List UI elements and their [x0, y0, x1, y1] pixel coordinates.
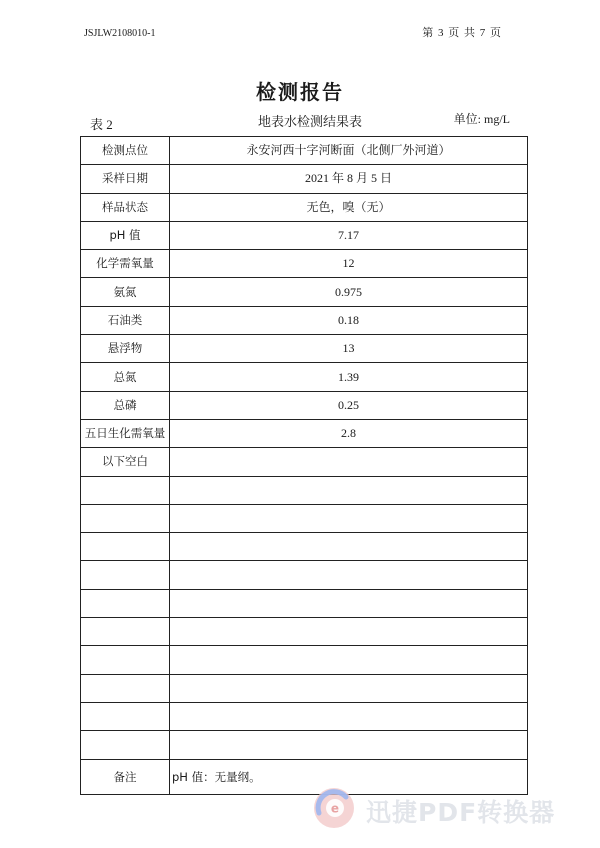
- empty-cell: [170, 504, 528, 532]
- empty-cell: [170, 702, 528, 730]
- empty-cell: [81, 702, 170, 730]
- table-row: [81, 137, 528, 165]
- row-value: 无色，嗅（无）: [170, 193, 528, 221]
- row-label: 样品状态: [81, 193, 170, 221]
- row-label: 石油类: [81, 306, 170, 334]
- table-row: [81, 363, 528, 391]
- row-label: 总磷: [81, 391, 170, 419]
- empty-cell: [170, 674, 528, 702]
- note-value: pH 值：无量纲。: [170, 759, 528, 794]
- row-value: 0.975: [170, 278, 528, 306]
- row-label: 检测点位: [81, 137, 170, 165]
- table-row: [81, 250, 528, 278]
- row-label: pH 值: [81, 221, 170, 249]
- empty-cell: [170, 533, 528, 561]
- pdf-logo-icon: [312, 786, 356, 830]
- empty-cell: [81, 561, 170, 589]
- row-value: 12: [170, 250, 528, 278]
- table-row: [81, 165, 528, 193]
- unit-label: 单位: mg/L: [453, 112, 510, 126]
- empty-cell: [81, 731, 170, 759]
- table-row: [81, 391, 528, 419]
- empty-cell: [170, 731, 528, 759]
- row-value: 0.25: [170, 391, 528, 419]
- empty-cell: [170, 561, 528, 589]
- empty-row: [81, 618, 528, 646]
- empty-cell: [170, 618, 528, 646]
- table-number: 表 2: [90, 117, 113, 132]
- row-label: 采样日期: [81, 165, 170, 193]
- empty-cell: [81, 589, 170, 617]
- watermark: [312, 786, 592, 832]
- row-value: 永安河西十字河断面（北侧厂外河道）: [170, 137, 528, 165]
- table-row: [81, 278, 528, 306]
- empty-cell: [170, 646, 528, 674]
- report-title: 检测报告: [256, 80, 344, 104]
- table-row: [81, 419, 528, 447]
- row-value: 2.8: [170, 419, 528, 447]
- empty-row: [81, 646, 528, 674]
- empty-cell: [81, 674, 170, 702]
- empty-cell: [81, 618, 170, 646]
- empty-row: [81, 674, 528, 702]
- empty-cell: [81, 504, 170, 532]
- table-title: 地表水检测结果表: [257, 114, 362, 129]
- table-row: [81, 335, 528, 363]
- empty-cell: [81, 533, 170, 561]
- row-value: 1.39: [170, 363, 528, 391]
- row-value: 7.17: [170, 221, 528, 249]
- empty-cell: [81, 646, 170, 674]
- row-value: 13: [170, 335, 528, 363]
- row-label: 五日生化需氧量: [81, 419, 170, 447]
- row-label: 化学需氧量: [81, 250, 170, 278]
- empty-row: [81, 533, 528, 561]
- empty-row: [81, 731, 528, 759]
- svg-text:e: e: [330, 801, 340, 816]
- empty-cell: [170, 476, 528, 504]
- table-row: [81, 193, 528, 221]
- empty-cell: [170, 589, 528, 617]
- row-label: 以下空白: [81, 448, 170, 476]
- empty-row: [81, 561, 528, 589]
- watermark-text: 迅捷PDF转换器: [366, 798, 556, 827]
- row-value: [170, 448, 528, 476]
- table-row: [81, 306, 528, 334]
- empty-cell: [81, 476, 170, 504]
- table-row: [81, 221, 528, 249]
- empty-row: [81, 702, 528, 730]
- table-row: [81, 448, 528, 476]
- empty-row: [81, 504, 528, 532]
- note-label: 备注: [81, 759, 170, 794]
- row-label: 总氮: [81, 363, 170, 391]
- document-id: JSJLW2108010-1: [84, 28, 156, 39]
- row-label: 氨氮: [81, 278, 170, 306]
- results-table: [80, 136, 528, 795]
- empty-row: [81, 476, 528, 504]
- row-label: 悬浮物: [81, 335, 170, 363]
- row-value: 0.18: [170, 306, 528, 334]
- row-value: 2021 年 8 月 5 日: [170, 165, 528, 193]
- page-number: 第 3 页 共 7 页: [422, 27, 502, 39]
- empty-row: [81, 589, 528, 617]
